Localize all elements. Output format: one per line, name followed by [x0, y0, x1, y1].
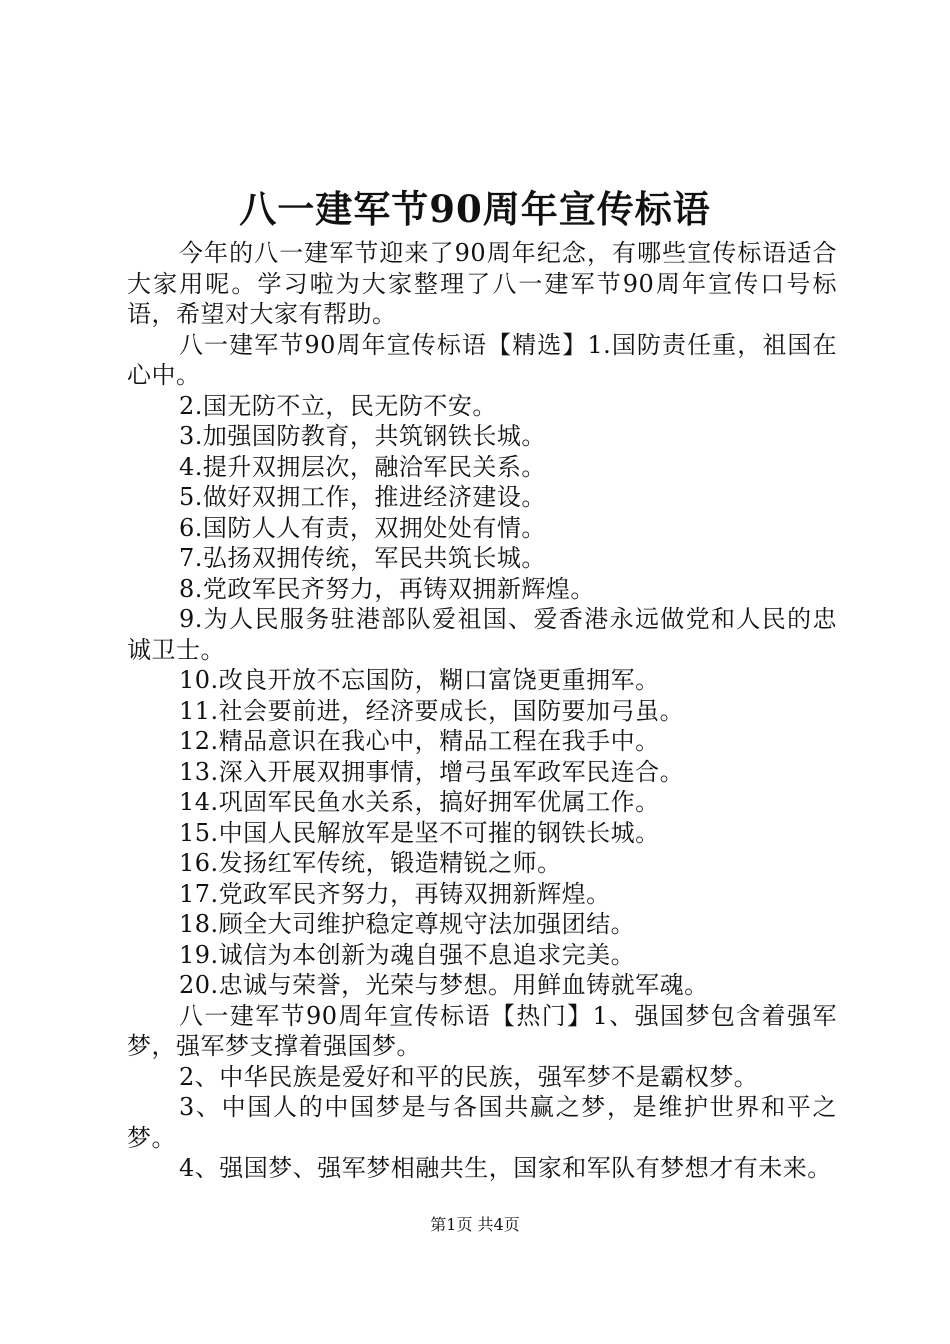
slogan-item: 9.为人民服务驻港部队爱祖国、爱香港永远做党和人民的忠诚卫士。	[127, 605, 837, 664]
section-heading-popular: 八一建军节90周年宣传标语【热门】1、强国梦包含着强军梦，强军梦支撑着强国梦。	[127, 1001, 837, 1060]
slogan-item: 4.提升双拥层次，融洽军民关系。	[179, 452, 546, 481]
slogan-item: 8.党政军民齐努力，再铸双拥新辉煌。	[179, 574, 595, 603]
slogan-item: 4、强国梦、强军梦相融共生，国家和军队有梦想才有未来。	[179, 1154, 832, 1182]
slogan-item: 17.党政军民齐努力，再铸双拥新辉煌。	[179, 879, 611, 908]
slogan-item: 10.改良开放不忘国防，糊口富饶更重拥军。	[179, 666, 660, 694]
page-footer: 第1页 共4页	[430, 1215, 520, 1234]
slogan-item: 14.巩固军民鱼水关系，搞好拥军优属工作。	[179, 788, 660, 816]
slogan-item: 2.国无防不立，民无防不安。	[179, 391, 497, 420]
slogan-item: 19.诚信为本创新为魂自强不息追求完美。	[179, 940, 636, 969]
slogan-item: 3、中国人的中国梦是与各国共赢之梦，是维护世界和平之梦。	[127, 1093, 837, 1152]
slogan-item: 13.深入开展双拥事情，增弓虽军政军民连合。	[179, 757, 685, 786]
slogan-item: 12.精品意识在我心中，精品工程在我手中。	[179, 727, 660, 755]
slogan-item: 18.顾全大司维护稳定尊规守法加强团结。	[179, 910, 636, 938]
section-heading-selected: 八一建军节90周年宣传标语【精选】1.国防责任重，祖国在心中。	[127, 330, 837, 389]
slogan-item: 6.国防人人有责，双拥处处有情。	[179, 513, 546, 542]
slogan-item: 2、中华民族是爱好和平的民族，强军梦不是霸权梦。	[179, 1062, 759, 1091]
intro-paragraph: 今年的八一建军节迎来了90周年纪念，有哪些宣传标语适合大家用呢。学习啦为大家整理了八一建军节90周年宣传口号标语，希望对大家有帮助。	[127, 239, 837, 328]
slogan-item: 5.做好双拥工作，推进经济建设。	[179, 483, 546, 511]
slogan-item: 15.中国人民解放军是坚不可摧的钢铁长城。	[179, 818, 660, 847]
slogan-item: 11.社会要前进，经济要成长，国防要加弓虽。	[179, 696, 685, 725]
slogan-item: 3.加强国防教育，共筑钢铁长城。	[179, 422, 546, 450]
slogan-item: 16.发扬红军传统，锻造精锐之师。	[179, 849, 562, 877]
document-title: 八一建军节90周年宣传标语	[239, 187, 711, 231]
document-body	[127, 238, 837, 1184]
slogan-item: 20.忠诚与荣誉，光荣与梦想。用鲜血铸就军魂。	[179, 971, 709, 999]
slogan-item: 7.弘扬双拥传统，军民共筑长城。	[179, 544, 546, 572]
